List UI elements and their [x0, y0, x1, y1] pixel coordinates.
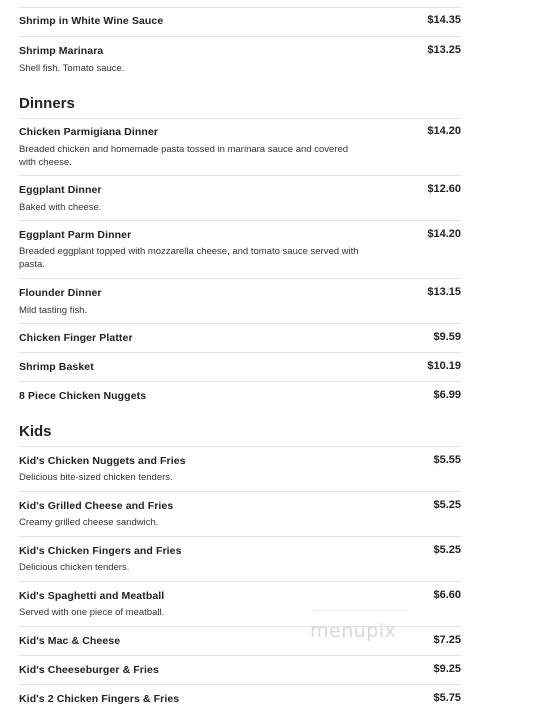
- item-description: Shell fish. Tomato sauce.: [19, 63, 125, 74]
- item-price: $5.55: [433, 454, 461, 466]
- item-description: Breaded chicken and homemade pasta tossed in marinara sauce and covered with cheese.: [19, 144, 349, 168]
- item-name: Kid's 2 Chicken Fingers & Fries: [19, 693, 180, 705]
- item-name: 8 Piece Chicken Nuggets: [19, 390, 147, 402]
- item-name: Eggplant Dinner: [19, 184, 102, 196]
- item-name: Shrimp Marinara: [19, 45, 104, 57]
- item-price: $5.25: [433, 544, 461, 556]
- item-name: Kid's Chicken Nuggets and Fries: [19, 455, 186, 467]
- menu-item[interactable]: [19, 278, 461, 323]
- item-price: $14.20: [427, 125, 461, 137]
- item-price: $10.19: [427, 360, 461, 372]
- item-price: $14.35: [427, 14, 461, 26]
- menu-item[interactable]: [19, 7, 461, 36]
- item-name: Kid's Chicken Fingers and Fries: [19, 545, 182, 557]
- menu-item[interactable]: [19, 536, 461, 581]
- menu-item[interactable]: [19, 352, 461, 382]
- item-description: Delicious bite-sized chicken tenders.: [19, 472, 173, 483]
- item-name: Kid's Mac & Cheese: [19, 635, 121, 647]
- menu-item[interactable]: [19, 655, 461, 685]
- item-price: $9.25: [433, 663, 461, 675]
- menu-item[interactable]: [19, 381, 461, 410]
- item-description: Mild tasting fish.: [19, 305, 88, 316]
- item-description: Breaded eggplant topped with mozzarella cheese, and tomato sauce served with pasta.: [19, 246, 359, 270]
- menu-item[interactable]: [19, 684, 461, 716]
- menu-item[interactable]: [19, 175, 461, 220]
- item-name: Shrimp Basket: [19, 361, 94, 373]
- menu-item[interactable]: [19, 118, 461, 175]
- section-title-dinners: Dinners: [19, 95, 75, 112]
- item-price: $13.25: [427, 44, 461, 56]
- menu-item[interactable]: [19, 220, 461, 278]
- item-price: $5.25: [433, 499, 461, 511]
- menu-item[interactable]: [19, 491, 461, 536]
- item-price: $5.75: [433, 692, 461, 704]
- item-price: $7.25: [433, 634, 461, 646]
- item-name: Eggplant Parm Dinner: [19, 229, 132, 241]
- section-title-kids: Kids: [19, 423, 52, 440]
- item-name: Shrimp in White Wine Sauce: [19, 15, 164, 27]
- menu-item[interactable]: [19, 323, 461, 353]
- item-name: Kid's Spaghetti and Meatball: [19, 590, 165, 602]
- item-price: $12.60: [427, 183, 461, 195]
- menu-item[interactable]: [19, 36, 461, 81]
- item-name: Flounder Dinner: [19, 287, 102, 299]
- item-name: Kid's Grilled Cheese and Fries: [19, 500, 174, 512]
- item-price: $9.59: [433, 331, 461, 343]
- item-description: Baked with cheese.: [19, 202, 102, 213]
- item-price: $14.20: [427, 228, 461, 240]
- watermark-logo: menupix: [310, 620, 397, 642]
- item-description: Delicious chicken tenders.: [19, 562, 130, 573]
- item-price: $6.60: [433, 589, 461, 601]
- item-description: Served with one piece of meatball.: [19, 607, 165, 618]
- item-name: Kid's Cheeseburger & Fries: [19, 664, 159, 676]
- item-name: Chicken Finger Platter: [19, 332, 133, 344]
- item-price: $13.15: [427, 286, 461, 298]
- menu-item[interactable]: [19, 446, 461, 491]
- item-name: Chicken Parmigiana Dinner: [19, 126, 159, 138]
- item-price: $6.99: [433, 389, 461, 401]
- watermark-divider: [312, 610, 408, 612]
- item-description: Creamy grilled cheese sandwich.: [19, 517, 159, 528]
